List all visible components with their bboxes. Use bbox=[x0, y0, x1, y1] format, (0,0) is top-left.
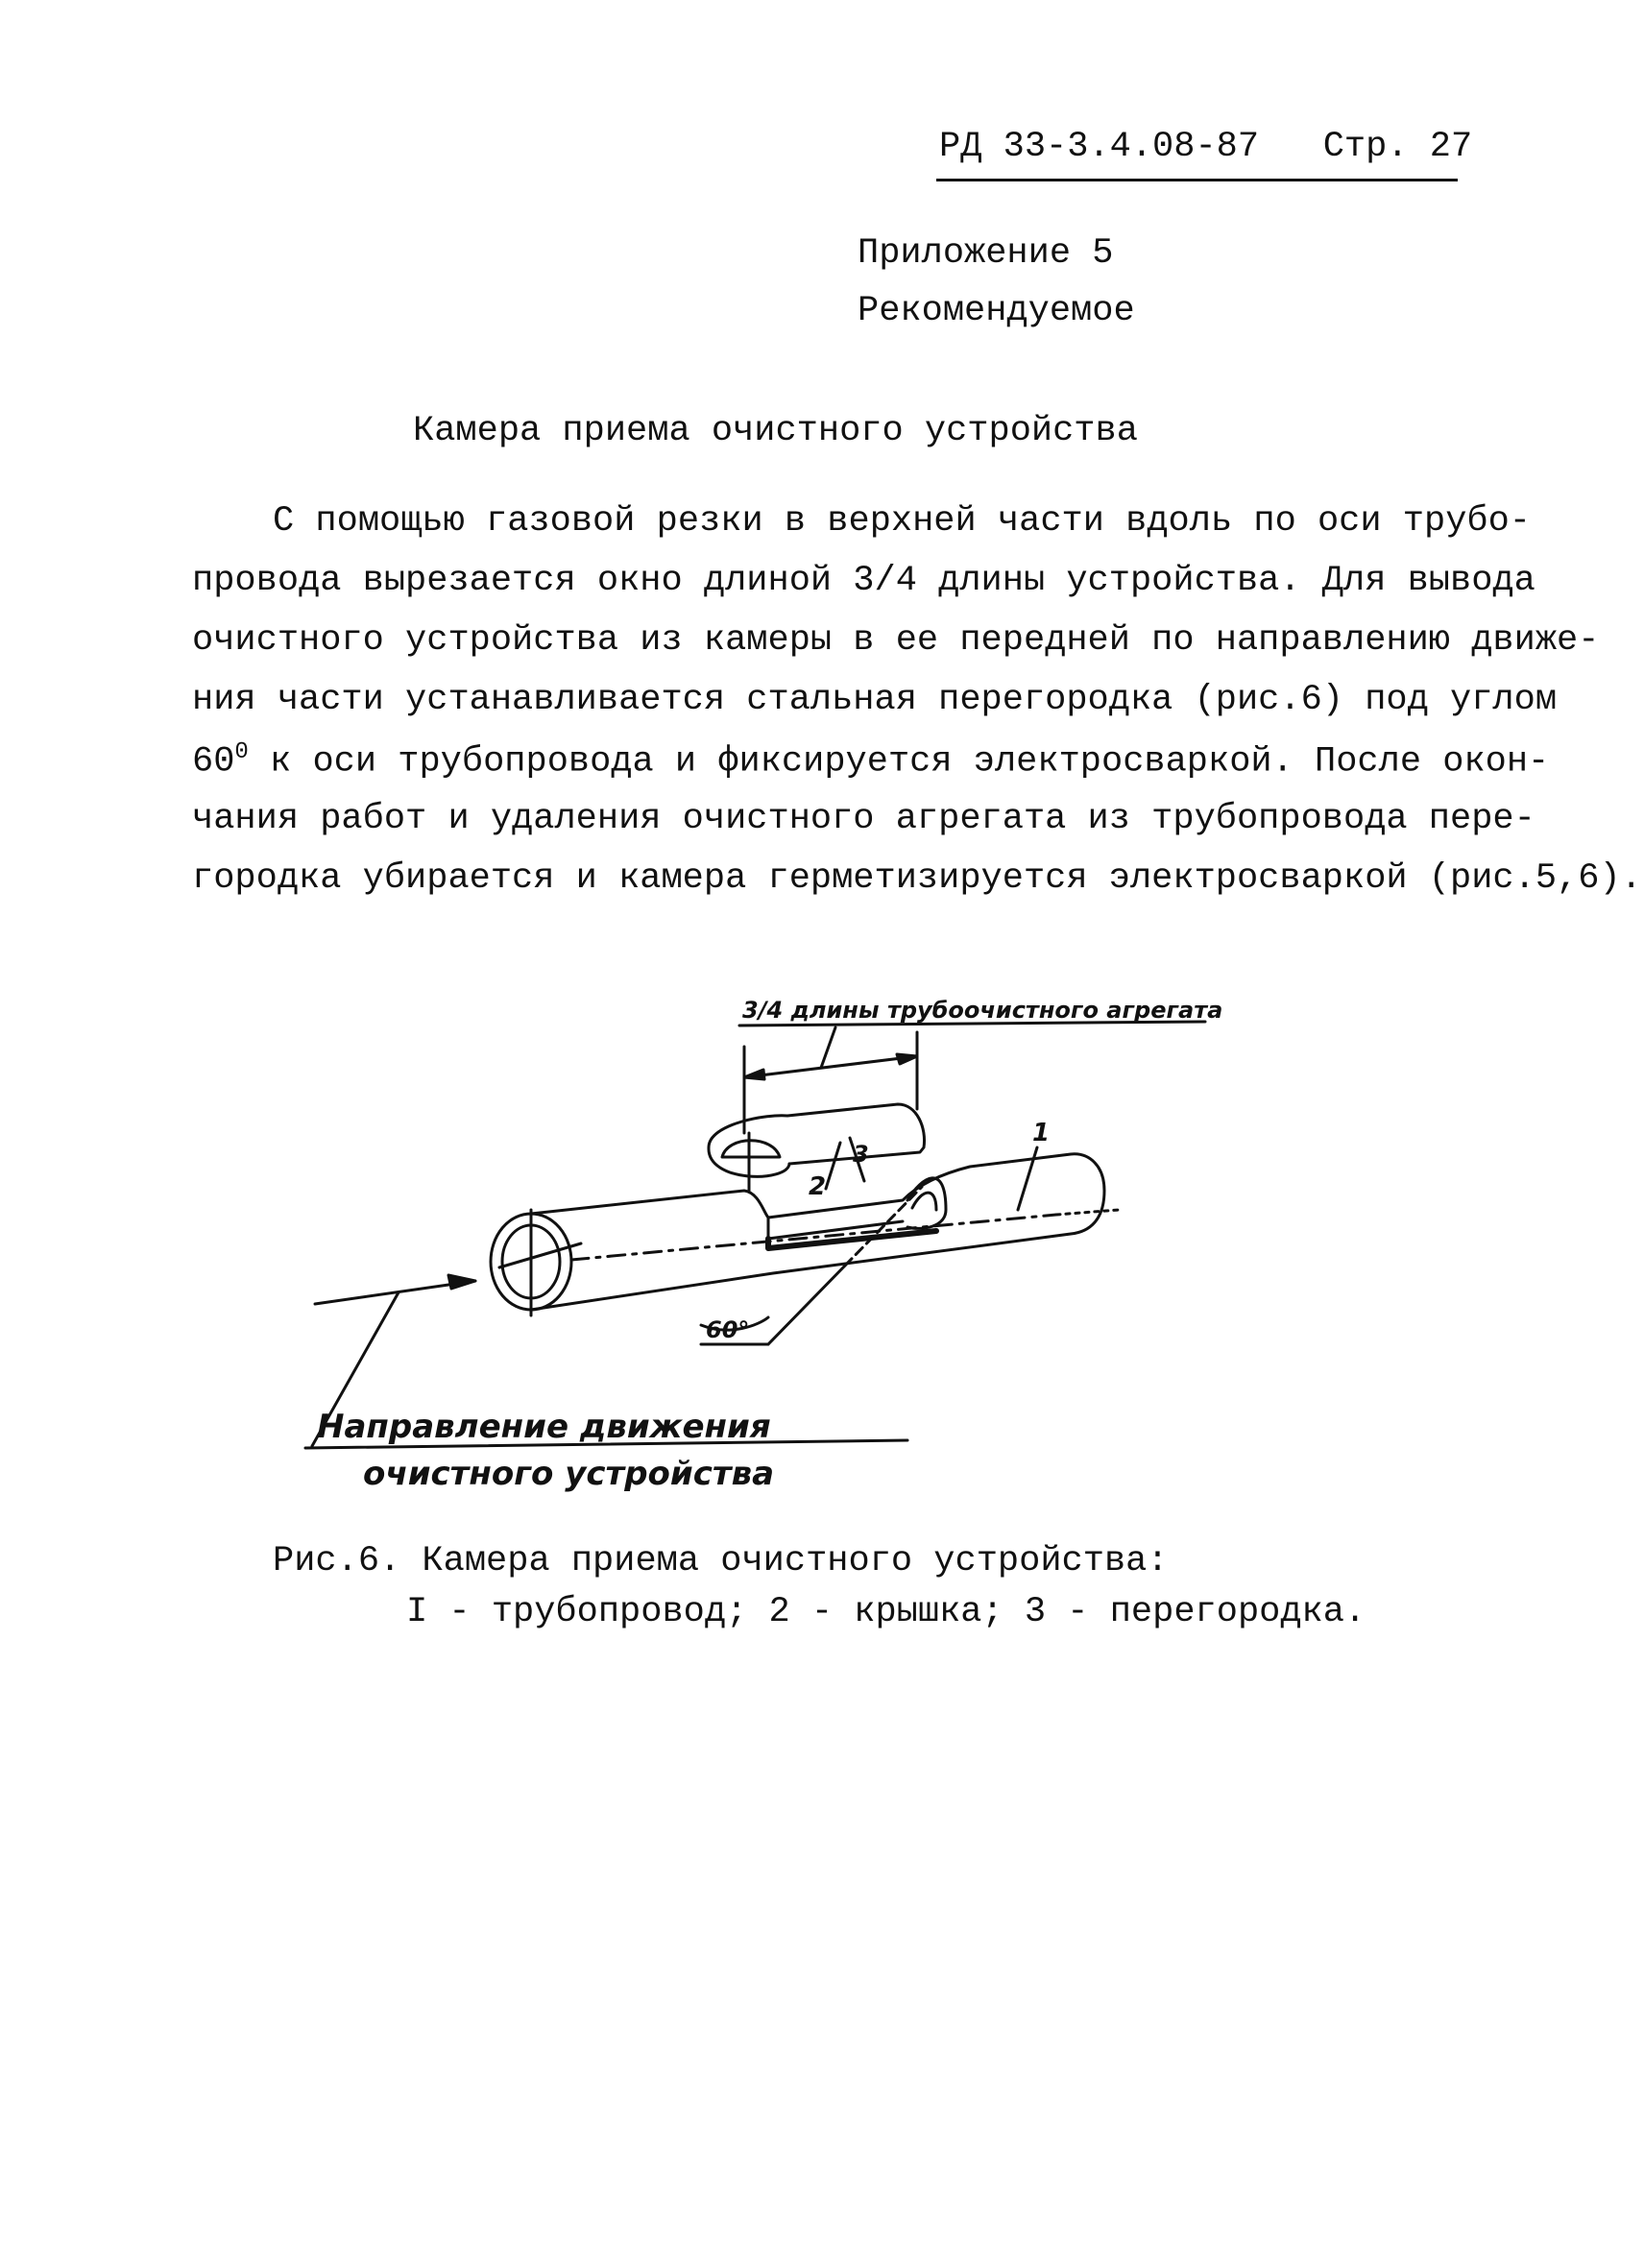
dimension-arrow-right bbox=[897, 1054, 917, 1064]
pipe-axis bbox=[571, 1215, 1056, 1260]
figure-caption-title: Рис.6. Камера приема очистного устройства: bbox=[273, 1541, 1169, 1581]
appendix-status: Рекомендуемое bbox=[858, 291, 1135, 331]
callout-3: 3 bbox=[853, 1141, 869, 1168]
cover-front-inner bbox=[722, 1141, 780, 1157]
angle-value: 60 bbox=[192, 741, 235, 783]
partition-inner bbox=[912, 1193, 936, 1210]
pipe-axis-end bbox=[1056, 1210, 1119, 1215]
angle-ray bbox=[768, 1266, 845, 1344]
flow-arrow-head bbox=[448, 1275, 475, 1289]
paragraph-line: ния части устанавливается стальная перегородка (рис.6) под углом bbox=[192, 680, 1558, 720]
callout-2-leader bbox=[826, 1143, 840, 1189]
dimension-arrow-left bbox=[744, 1070, 764, 1079]
page-number: 27 bbox=[1429, 127, 1473, 167]
paragraph-line: С помощью газовой резки в верхней части вдоль по оси трубо- bbox=[273, 501, 1532, 542]
cover-body bbox=[709, 1104, 925, 1164]
degree-superscript: 0 bbox=[234, 739, 249, 765]
paragraph-line: чания работ и удаления очистного агрегата из трубопровода пере- bbox=[192, 799, 1535, 839]
dimension-leader bbox=[821, 1027, 835, 1068]
callout-2: 2 bbox=[809, 1172, 827, 1201]
pipe-front-diagonal bbox=[499, 1243, 581, 1267]
callout-1: 1 bbox=[1032, 1119, 1051, 1147]
dimension-line bbox=[744, 1056, 917, 1077]
section-title: Камера приема очистного устройства bbox=[413, 411, 1138, 451]
dimension-label: 3/4 длины трубоочистного агрегата bbox=[742, 997, 1223, 1024]
appendix-label: Приложение 5 bbox=[858, 233, 1114, 274]
direction-label-line1: Направление движения bbox=[317, 1408, 771, 1446]
paragraph-line: очистного устройства из камеры в ее передней по направлению движе- bbox=[192, 620, 1600, 661]
paragraph-line: городка убирается и камера герметизируется электросваркой (рис.5,6). bbox=[192, 858, 1642, 899]
doc-code: РД 33-3.4.08-87 bbox=[939, 127, 1260, 167]
page-label: Стр. bbox=[1322, 127, 1409, 167]
angle-line-rest: к оси трубопровода и фиксируется электросваркой. После окон- bbox=[270, 741, 1550, 783]
callout-1-leader bbox=[1018, 1147, 1037, 1210]
figure-caption-legend: I - трубопровод; 2 - крышка; 3 - перегородка. bbox=[406, 1592, 1366, 1632]
paragraph-line: провода вырезается окно длиной 3/4 длины устройства. Для вывода bbox=[192, 561, 1535, 601]
direction-label-line2: очистного устройства bbox=[363, 1455, 775, 1493]
angle-label: 60° bbox=[706, 1316, 750, 1343]
